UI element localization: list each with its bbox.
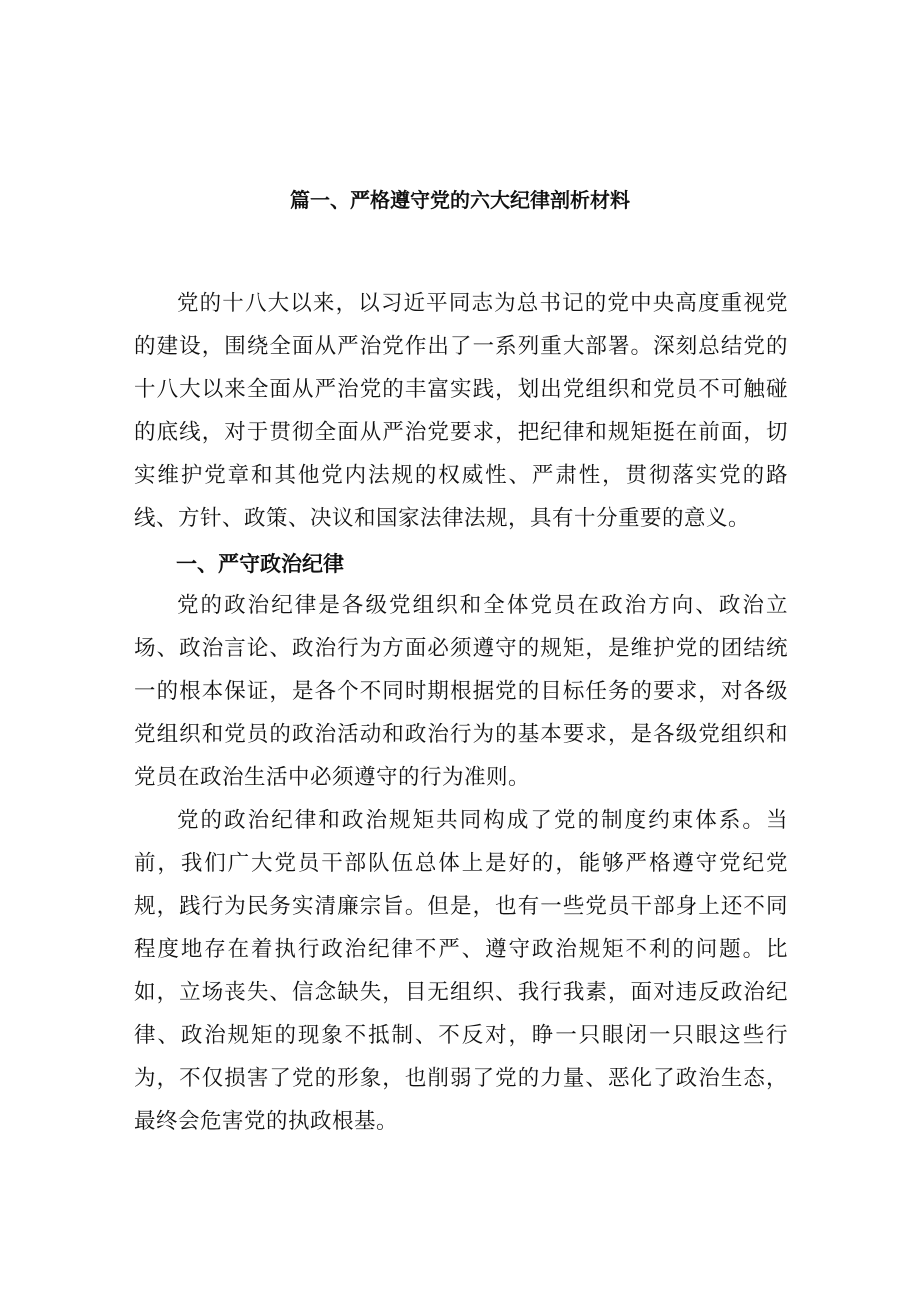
document-body <box>134 282 788 1143</box>
intro-paragraph: 党的十八大以来，以习近平同志为总书记的党中央高度重视党的建设，围绕全面从严治党作出了一系列重大部署。深刻总结党的十八大以来全面从严治党的丰富实践，划出党组织和党员不可触碰的底线，对于贯彻全面从严治党要求，把纪律和规矩挺在前面，切实维护党章和其他党内法规的权威性、严肃性，贯彻落实党的路线、方针、政策、决议和国家法律法规，具有十分重要的意义。 <box>134 291 788 531</box>
section-paragraph: 党的政治纪律是各级党组织和全体党员在政治方向、政治立场、政治言论、政治行为方面必须遵守的规矩，是维护党的团结统一的根本保证，是各个不同时期根据党的目标任务的要求，对各级党组织和党员的政治活动和政治行为的基本要求，是各级党组织和党员在政治生活中必须遵守的行为准则。 <box>134 593 788 790</box>
section-paragraph: 党的政治纪律和政治规矩共同构成了党的制度约束体系。当前，我们广大党员干部队伍总体上是好的，能够严格遵守党纪党规，践行为民务实清廉宗旨。但是，也有一些党员干部身上还不同程度地存在着执行政治纪律不严、遵守政治规矩不利的问题。比如，立场丧失、信念缺失，目无组织、我行我素，面对违反政治纪律、政治规矩的现象不抵制、不反对，睁一只眼闭一只眼这些行为，不仅损害了党的形象，也削弱了党的力量、恶化了政治生态，最终会危害党的执政根基。 <box>134 808 788 1134</box>
document-title: 篇一、严格遵守党的六大纪律剖析材料 <box>290 188 630 212</box>
section-heading: 一、严守政治纪律 <box>176 552 344 576</box>
